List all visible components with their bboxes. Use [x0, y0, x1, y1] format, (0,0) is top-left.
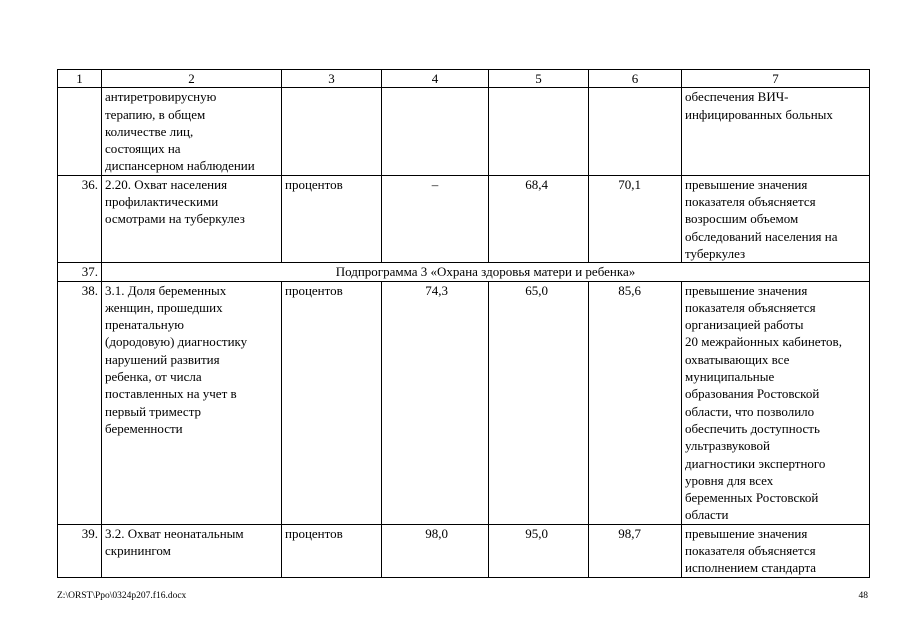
- page-number: 48: [858, 591, 868, 601]
- value-cell: 98,7: [589, 524, 682, 577]
- unit-cell: процентов: [282, 175, 382, 262]
- indicator-name-cell: 2.20. Охват населения профилактическими осмотрами на туберкулез: [102, 175, 282, 262]
- header-cell: 6: [589, 70, 682, 88]
- value-cell: –: [382, 175, 489, 262]
- header-cell: 4: [382, 70, 489, 88]
- note-cell: превышение значения показателя объясняется возросшим объемом обследований населения на туберкулез: [682, 175, 870, 262]
- unit-cell: процентов: [282, 524, 382, 577]
- table-row: [58, 88, 870, 175]
- unit-cell: [282, 88, 382, 175]
- row-number-cell: 36.: [58, 175, 102, 262]
- note-cell: превышение значения показателя объясняется исполнением стандарта: [682, 524, 870, 577]
- note-cell: превышение значения показателя объясняется организацией работы 20 межрайонных кабинетов, охватывающих все муниципальные образования Ростовской области, что позволило обеспечить доступность ультразвуковой диагностики экспертного уровня для всех беременных Ростовской области: [682, 281, 870, 524]
- value-cell: 70,1: [589, 175, 682, 262]
- value-cell: [489, 88, 589, 175]
- row-number-cell: [58, 88, 102, 175]
- value-cell: 85,6: [589, 281, 682, 524]
- header-cell: 2: [102, 70, 282, 88]
- value-cell: [589, 88, 682, 175]
- table-row: [58, 524, 870, 577]
- indicator-name-cell: 3.2. Охват неонатальным скринингом: [102, 524, 282, 577]
- value-cell: 98,0: [382, 524, 489, 577]
- header-cell: 1: [58, 70, 102, 88]
- value-cell: 68,4: [489, 175, 589, 262]
- subprogram-heading: Подпрограмма 3 «Охрана здоровья матери и ребенка»: [102, 263, 870, 281]
- header-cell: 7: [682, 70, 870, 88]
- indicator-name-cell: антиретровирусную терапию, в общем количестве лиц, состоящих на диспансерном наблюдении: [102, 88, 282, 175]
- indicator-table: [57, 69, 870, 578]
- indicator-name-cell: 3.1. Доля беременных женщин, прошедших пренатальную (дородовую) диагностику нарушений развития ребенка, от числа поставленных на учет в первый триместр беременности: [102, 281, 282, 524]
- header-row: [58, 70, 870, 88]
- value-cell: 95,0: [489, 524, 589, 577]
- note-cell: обеспечения ВИЧ- инфицированных больных: [682, 88, 870, 175]
- row-number-cell: 37.: [58, 263, 102, 281]
- table-row: [58, 281, 870, 524]
- row-number-cell: 39.: [58, 524, 102, 577]
- table-row: [58, 263, 870, 281]
- value-cell: 65,0: [489, 281, 589, 524]
- unit-cell: процентов: [282, 281, 382, 524]
- value-cell: [382, 88, 489, 175]
- footer-file-path: Z:\ORST\Ppo\0324p207.f16.docx: [57, 591, 187, 601]
- row-number-cell: 38.: [58, 281, 102, 524]
- header-cell: 3: [282, 70, 382, 88]
- header-cell: 5: [489, 70, 589, 88]
- value-cell: 74,3: [382, 281, 489, 524]
- table-row: [58, 175, 870, 262]
